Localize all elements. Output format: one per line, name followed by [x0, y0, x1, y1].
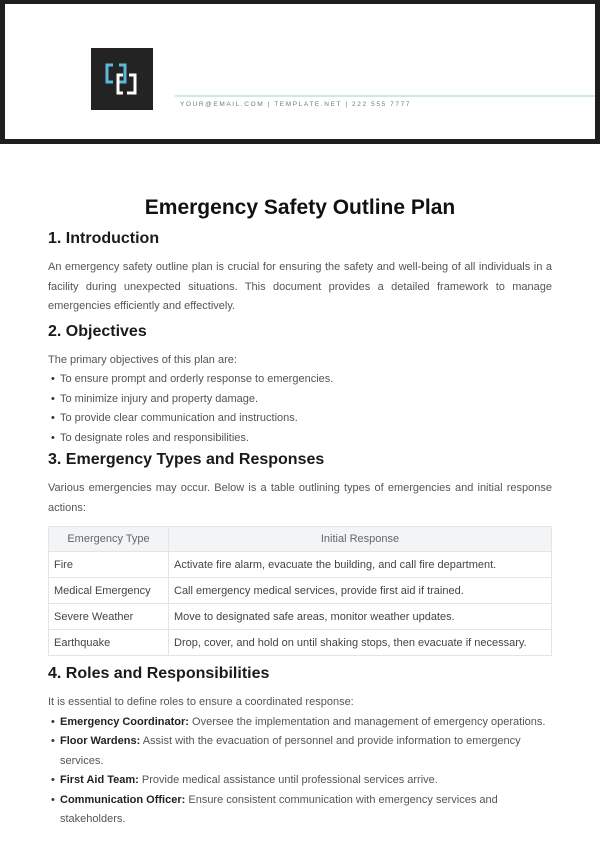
role-name: Floor Wardens: [60, 735, 141, 747]
roles-list [48, 713, 552, 830]
contact-rule [175, 95, 595, 97]
table-row [49, 604, 552, 630]
section-heading: 4. Roles and Responsibilities [48, 665, 270, 682]
section-roles [48, 664, 552, 830]
initial-response-cell: Move to designated safe areas, monitor weather updates. [169, 604, 552, 630]
list-item [48, 732, 552, 771]
interlocking-brackets-logo-icon [91, 48, 153, 110]
role-description: Ensure consistent communication with emergency services and stakeholders. [60, 793, 498, 825]
table-row [49, 630, 552, 656]
section-objectives [48, 322, 552, 449]
letterhead [0, 0, 600, 144]
section-text: An emergency safety outline plan is crucial for ensuring the safety and well-being of all individuals in a facility during unexpected situations. This document provides a detailed framework to manage emergencies efficiently and effectively. [48, 261, 552, 312]
company-logo [91, 48, 153, 110]
section-emergency-types [48, 450, 552, 656]
list-item [48, 791, 552, 830]
list-item: • To provide clear communication and instructions. [48, 409, 552, 429]
role-description: Provide medical assistance until professional services arrive. [141, 774, 438, 786]
role-name: Emergency Coordinator: [60, 715, 189, 728]
emergency-type-cell: Fire [49, 552, 169, 578]
list-item [48, 713, 552, 733]
role-description: Assist with the evacuation of personnel and provide information to emergency services. [60, 735, 521, 767]
section-heading: 2. Objectives [48, 322, 147, 340]
emergency-type-cell: Earthquake [49, 630, 169, 656]
table-row [49, 552, 552, 578]
initial-response-cell: Activate fire alarm, evacuate the building, and call fire department. [169, 552, 552, 578]
section-intro: Various emergencies may occur. Below is a table outlining types of emergencies and initial response actions: [48, 482, 552, 514]
section-heading: 3. Emergency Types and Responses [48, 451, 325, 468]
initial-response-cell: Call emergency medical services, provide first aid if trained. [169, 578, 552, 604]
role-name: First Aid Team: [60, 774, 139, 786]
section-introduction [48, 229, 552, 317]
list-item [48, 771, 552, 791]
emergency-response-table [48, 526, 552, 656]
section-heading: 1. Introduction [48, 230, 160, 247]
role-description: Oversee the implementation and management of emergency operations. [192, 715, 546, 728]
list-item: • To minimize injury and property damage. [48, 390, 552, 410]
section-intro: The primary objectives of this plan are: [48, 353, 237, 366]
contact-info: YOUR@EMAIL.COM | TEMPLATE.NET | 222 555 7777 [180, 101, 412, 108]
list-item: • To designate roles and responsibilities. [48, 429, 552, 449]
document-title: Emergency Safety Outline Plan [144, 196, 456, 219]
table-row [49, 578, 552, 604]
emergency-type-cell: Severe Weather [49, 604, 169, 630]
table-header-row [49, 527, 552, 552]
emergency-type-cell: Medical Emergency [49, 578, 169, 604]
objectives-list [48, 370, 552, 448]
list-item: • To ensure prompt and orderly response to emergencies. [48, 370, 552, 390]
initial-response-cell: Drop, cover, and hold on until shaking stops, then evacuate if necessary. [169, 630, 552, 656]
column-header: Emergency Type [49, 527, 169, 552]
column-header: Initial Response [169, 527, 552, 552]
section-intro: It is essential to define roles to ensure a coordinated response: [48, 696, 354, 708]
role-name: Communication Officer: [60, 793, 186, 806]
document-body [48, 196, 552, 832]
